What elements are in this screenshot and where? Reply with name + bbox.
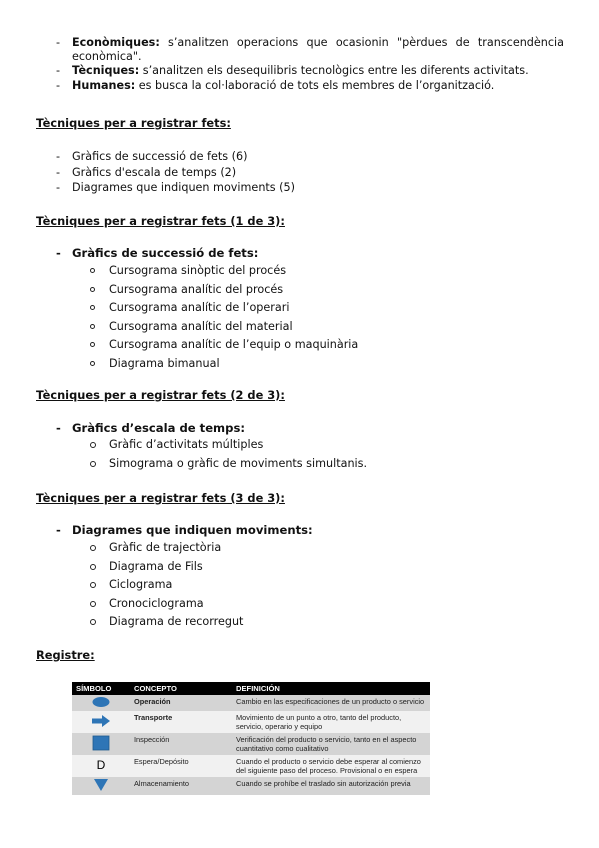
list-item [88, 455, 367, 474]
dash-bullet: - [56, 181, 61, 194]
symbol-cell [72, 755, 130, 777]
item-text: Gràfic d’activitats múltiples [109, 438, 264, 451]
section-1-title [56, 246, 258, 260]
circle-bullet-icon [90, 287, 95, 292]
list-item [56, 79, 564, 93]
definition-cell: Cuando el producto o servicio debe esperar al comienzo del siguiente paso del proceso. Provisional o en espera [232, 755, 430, 777]
table-header-row [72, 682, 430, 695]
item-term: Econòmiques: [72, 36, 160, 49]
item-term: Humanes: [72, 78, 136, 92]
definition-cell: Verificación del producto o servicio, tanto en el aspecto cuantitativo como cualitativo [232, 733, 430, 755]
list-item [88, 318, 358, 337]
circle-bullet-icon [90, 545, 96, 551]
list-item [88, 262, 358, 281]
section-title-text: Diagrames que indiquen moviments: [72, 523, 313, 537]
circle-bullet-icon [90, 268, 95, 273]
table-row [72, 733, 430, 755]
item-text: Cursograma analític del material [109, 319, 293, 333]
list-item [56, 64, 564, 78]
symbol-cell [72, 733, 130, 755]
list-item [88, 355, 358, 374]
analysis-types-list [56, 36, 564, 93]
item-text: Diagrama bimanual [109, 356, 220, 370]
item-text: Cursograma sinòptic del procés [109, 264, 287, 277]
dash-bullet: - [56, 165, 61, 179]
ellipse-icon [91, 696, 111, 708]
heading-section-2: Tècniques per a registrar fets (2 de 3): [36, 388, 285, 402]
item-text: Cursograma analític de l’equip o maquinària [109, 338, 359, 351]
triangle-down-icon [93, 778, 109, 792]
header-simbolo: SÍMBOLO [72, 682, 130, 695]
list-item [88, 595, 243, 614]
circle-bullet-icon [90, 601, 96, 607]
item-text: Simograma o gràfic de moviments simultanis. [109, 456, 368, 470]
section-title-text: Gràfics d’escala de temps: [72, 421, 245, 435]
heading-registre: Registre: [36, 648, 95, 662]
concept-cell: Transporte [130, 711, 232, 733]
circle-bullet-icon [90, 442, 96, 448]
symbol-cell [72, 711, 130, 733]
section-3-list [88, 539, 243, 632]
heading-section-1: Tècniques per a registrar fets (1 de 3): [36, 214, 285, 228]
dash-bullet: - [56, 36, 61, 49]
list-item [88, 281, 358, 300]
item-text: Ciclograma [109, 578, 173, 591]
table-row [72, 777, 430, 795]
symbols-table [72, 682, 430, 795]
item-text: Gràfic de trajectòria [109, 541, 222, 554]
concept-cell: Operación [130, 695, 232, 711]
item-text: Diagrama de Fils [109, 559, 203, 573]
concept-cell: Inspección [130, 733, 232, 755]
table-row [72, 711, 430, 733]
dash-bullet: - [56, 421, 61, 435]
list-item [88, 436, 367, 455]
section-1-list [88, 262, 358, 373]
section-title-text: Gràfics de successió de fets: [72, 246, 259, 260]
circle-bullet-icon [90, 619, 96, 625]
table-row [72, 695, 430, 711]
dash-bullet: - [56, 523, 61, 537]
list-item [56, 165, 295, 181]
list-item [88, 558, 243, 577]
item-term: Tècniques: [72, 64, 140, 78]
circle-bullet-icon [90, 305, 95, 310]
header-definicion: DEFINICIÓN [232, 682, 430, 695]
section-2-list [88, 436, 367, 473]
heading-section-3: Tècniques per a registrar fets (3 de 3): [36, 491, 285, 505]
item-text: Cursograma analític de l’operari [109, 301, 290, 314]
section-3-title [56, 523, 313, 537]
heading-registrar: Tècniques per a registrar fets: [36, 116, 231, 130]
definition-cell: Movimiento de un punto a otro, tanto del producto, servicio, operario y equipo [232, 711, 430, 733]
dash-bullet: - [56, 246, 61, 260]
item-text: Diagrama de recorregut [109, 615, 244, 628]
table-row [72, 755, 430, 777]
circle-bullet-icon [90, 582, 96, 588]
dash-bullet: - [56, 150, 61, 163]
list-item [88, 576, 243, 595]
symbol-cell [72, 777, 130, 795]
list-item [56, 180, 295, 196]
list-item [88, 539, 243, 558]
item-text: Gràfics d'escala de temps (2) [72, 165, 237, 179]
dash-bullet: - [56, 64, 61, 78]
square-icon [92, 735, 110, 751]
list-item [56, 36, 564, 63]
list-item [88, 299, 358, 318]
circle-bullet-icon [90, 461, 96, 467]
item-text: Diagrames que indiquen moviments (5) [72, 181, 296, 194]
list-item [56, 149, 295, 165]
registrar-list [56, 149, 295, 196]
circle-bullet-icon [90, 361, 95, 366]
item-text: Cronociclograma [109, 596, 204, 610]
dash-bullet: - [56, 78, 61, 92]
item-description: es busca la col·laboració de tots els membres de l’organització. [135, 78, 495, 92]
definition-cell: Cambio en las especificaciones de un producto o servicio [232, 695, 430, 711]
header-concepto: CONCEPTO [130, 682, 232, 695]
circle-bullet-icon [90, 564, 96, 570]
concept-cell: Espera/Depósito [130, 755, 232, 777]
definition-cell: Cuando se prohíbe el traslado sin autorización previa [232, 777, 430, 795]
concept-cell: Almacenamiento [130, 777, 232, 795]
section-2-title [56, 421, 245, 435]
list-item [88, 336, 358, 355]
arrow-right-icon [91, 714, 111, 728]
circle-bullet-icon [90, 342, 95, 347]
item-text: Gràfics de successió de fets (6) [72, 150, 248, 163]
item-text: Cursograma analític del procés [109, 282, 284, 296]
item-description: s’analitzen operacions que ocasionin "pèrdues de transcendència econòmica". [72, 36, 564, 63]
d-letter-icon: D [96, 758, 106, 772]
symbol-cell [72, 695, 130, 711]
item-description: s’analitzen els desequilibris tecnològics entre les diferents activitats. [139, 64, 529, 78]
list-item [88, 613, 243, 632]
circle-bullet-icon [90, 324, 95, 329]
